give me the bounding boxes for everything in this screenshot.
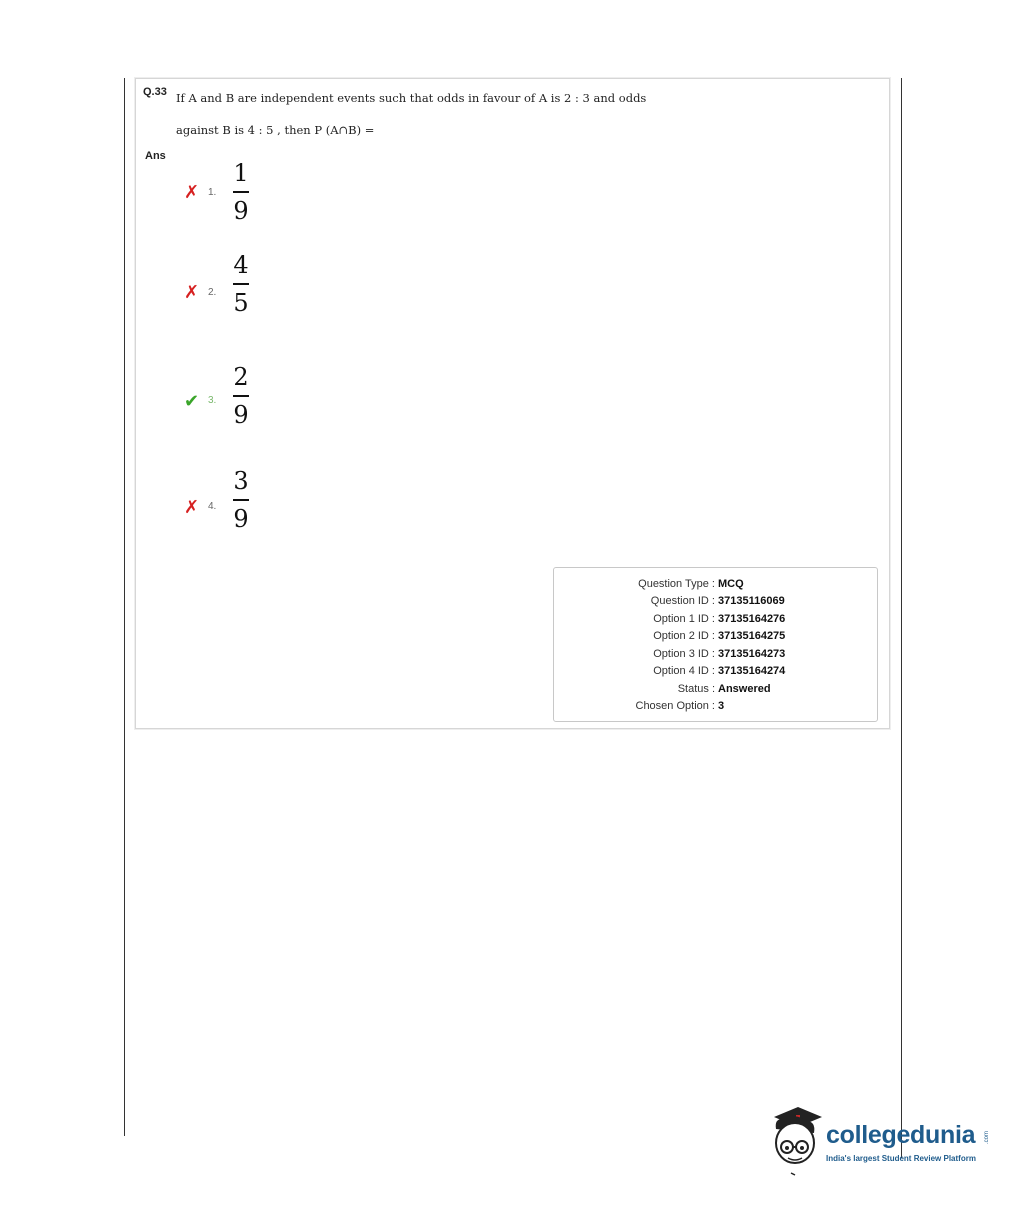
fraction-denominator: 9 xyxy=(233,505,249,533)
info-row-option1-id xyxy=(554,611,879,627)
option-fraction xyxy=(232,160,250,224)
info-row-chosen-option xyxy=(554,698,879,714)
info-label: Option 2 ID : xyxy=(653,630,715,642)
page-left-rule xyxy=(124,78,125,1136)
question-text-line-1: If A and B are independent events such that odds in favour of A is 2 : 3 and odds xyxy=(176,91,647,105)
info-value: 37135164275 xyxy=(718,630,786,642)
info-value: 37135164276 xyxy=(718,613,786,625)
fraction-numerator: 3 xyxy=(233,467,249,495)
info-row-option3-id xyxy=(554,646,879,662)
info-label: Option 3 ID : xyxy=(653,648,715,660)
logo-suffix: .com xyxy=(984,1131,990,1145)
fraction-bar xyxy=(233,395,249,397)
cross-icon: ✗ xyxy=(184,497,200,517)
question-text-line-2: against B is 4 : 5 , then P (A∩B) = xyxy=(176,123,375,137)
fraction-denominator: 9 xyxy=(233,197,249,225)
option-fraction xyxy=(232,364,250,428)
info-row-option4-id xyxy=(554,663,879,679)
option-fraction xyxy=(232,468,250,532)
option-index: 2. xyxy=(208,287,217,298)
fraction-bar xyxy=(233,191,249,193)
question-info-box xyxy=(553,567,878,722)
info-label: Question ID : xyxy=(650,595,715,607)
info-value: 3 xyxy=(718,700,725,712)
logo-tagline: India's largest Student Review Platform xyxy=(826,1154,976,1163)
option-1 xyxy=(184,160,264,250)
info-value: MCQ xyxy=(718,578,744,590)
fraction-denominator: 5 xyxy=(233,289,249,317)
info-label: Option 1 ID : xyxy=(653,613,715,625)
info-value: 37135116069 xyxy=(718,595,785,607)
cross-icon: ✗ xyxy=(184,182,200,202)
info-row-question-type xyxy=(554,576,879,592)
check-icon: ✔ xyxy=(184,391,200,411)
fraction-numerator: 1 xyxy=(233,159,249,187)
logo-wordmark: collegedunia xyxy=(826,1121,976,1149)
answer-label: Ans xyxy=(145,150,166,162)
fraction-bar xyxy=(233,499,249,501)
question-number: Q.33 xyxy=(143,86,167,98)
info-value: 37135164273 xyxy=(718,648,786,660)
option-3 xyxy=(184,364,264,454)
info-row-option2-id xyxy=(554,628,879,644)
info-label: Option 4 ID : xyxy=(653,665,715,677)
info-label: Status : xyxy=(677,683,715,695)
info-row-question-id xyxy=(554,593,879,609)
fraction-denominator: 9 xyxy=(233,401,249,429)
info-value: 37135164274 xyxy=(718,665,786,677)
fraction-numerator: 4 xyxy=(233,251,249,279)
mascot-icon xyxy=(768,1103,824,1177)
option-2 xyxy=(184,252,264,342)
fraction-bar xyxy=(233,283,249,285)
cross-icon: ✗ xyxy=(184,282,200,302)
fraction-numerator: 2 xyxy=(233,363,249,391)
option-index: 4. xyxy=(208,501,217,512)
info-label: Question Type : xyxy=(638,578,715,590)
collegedunia-logo[interactable] xyxy=(768,1103,998,1183)
info-row-status xyxy=(554,681,879,697)
option-4 xyxy=(184,468,264,558)
option-index: 1. xyxy=(208,187,217,198)
info-value: Answered xyxy=(718,683,771,695)
info-label: Chosen Option : xyxy=(635,700,715,712)
page-right-rule xyxy=(901,78,902,1158)
option-index: 3. xyxy=(208,395,217,406)
option-fraction xyxy=(232,252,250,316)
